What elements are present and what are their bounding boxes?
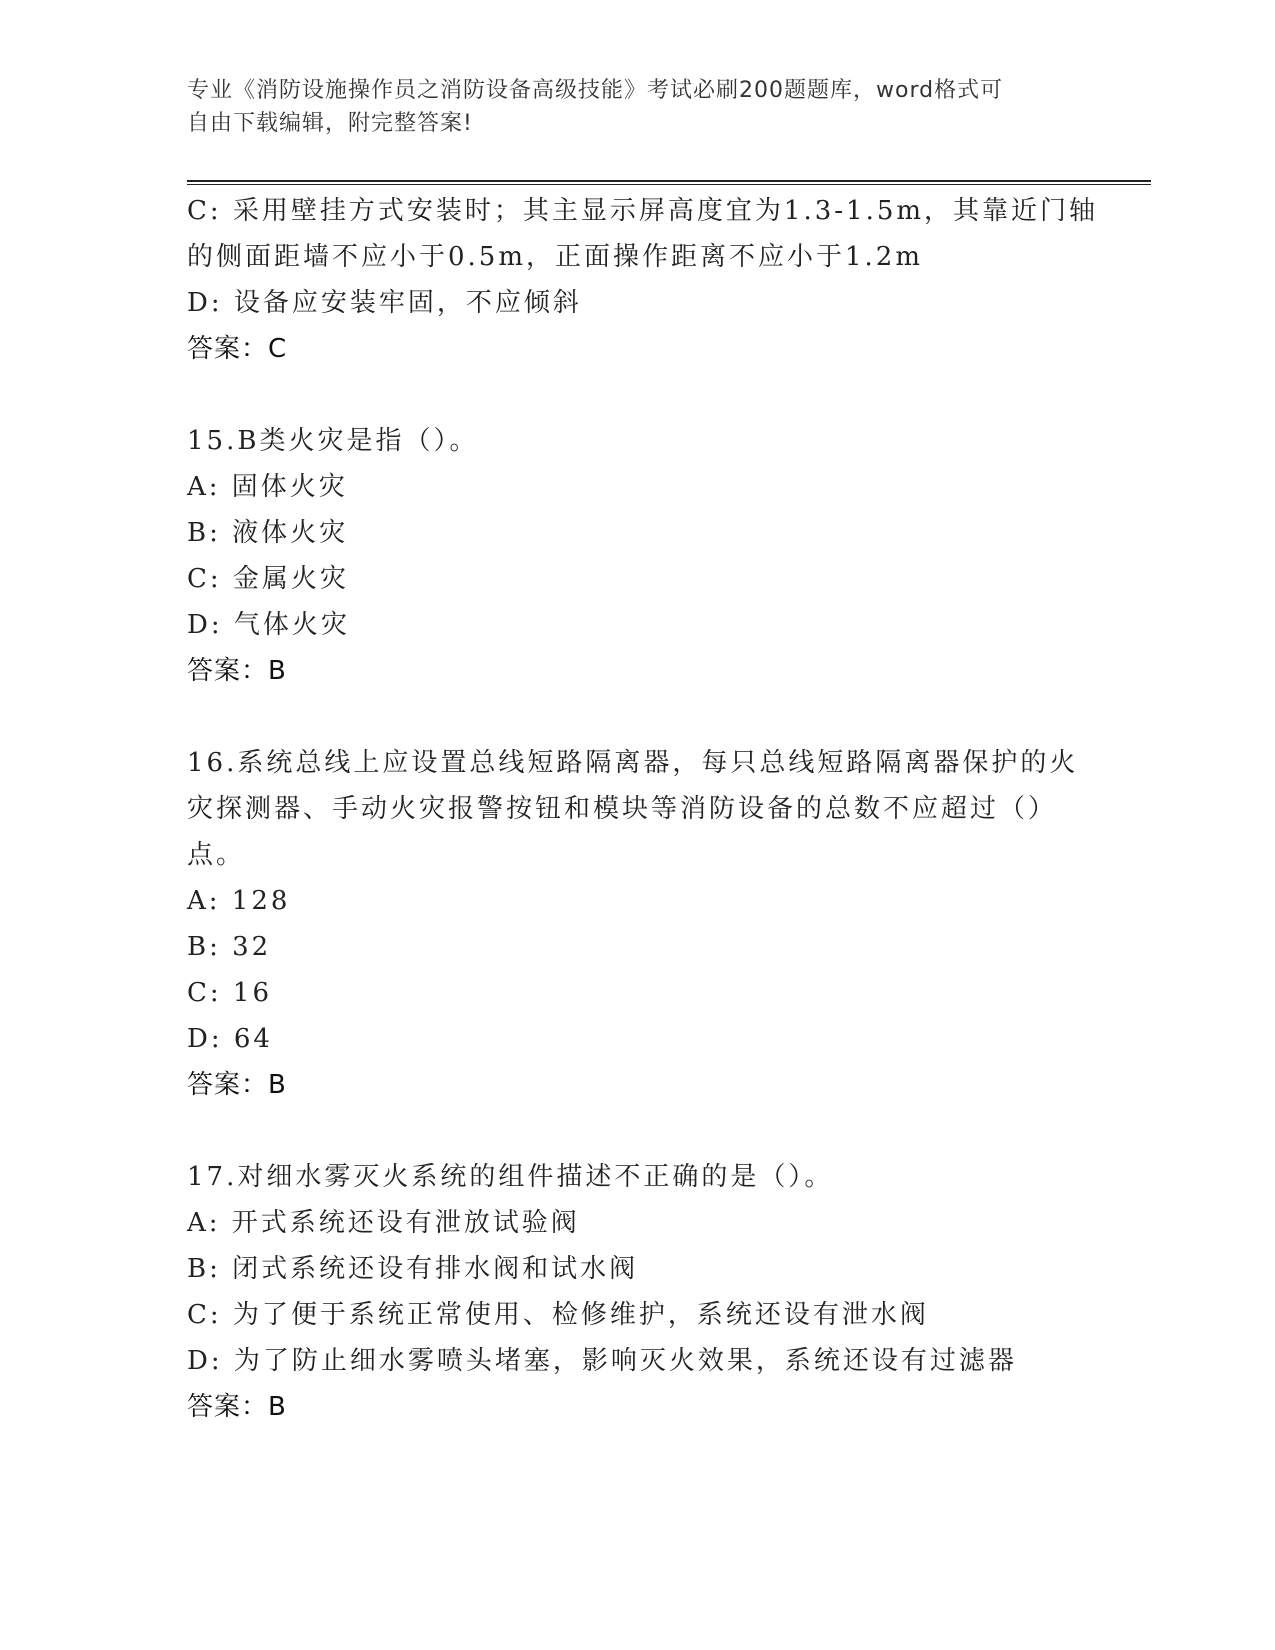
option-b: B: 32 xyxy=(187,932,272,962)
header-line-2: 自由下载编辑，附完整答案! xyxy=(187,111,473,136)
question-17 xyxy=(187,1154,1087,1430)
option-a: A: 128 xyxy=(187,886,291,916)
option-c: C: 为了便于系统正常使用、检修维护，系统还设有泄水阀 xyxy=(187,1300,929,1330)
header-rule-thick xyxy=(187,180,1151,182)
option-line: C: 采用壁挂方式安装时；其主显示屏高度宜为1.3-1.5m，其靠近门轴 xyxy=(187,196,1099,226)
question-stem: 15.B类火灾是指（）。 xyxy=(187,426,479,456)
header-rule-thin xyxy=(187,184,1151,185)
option-b: B: 闭式系统还设有排水阀和试水阀 xyxy=(187,1254,639,1284)
option-d: D: 气体火灾 xyxy=(187,610,350,640)
header-line-1: 专业《消防设施操作员之消防设备高级技能》考试必刷200题题库，word格式可 xyxy=(187,78,1004,103)
answer-line: 答案：B xyxy=(187,656,287,686)
answer-line: 答案：C xyxy=(187,334,288,364)
option-line: D: 设备应安装牢固，不应倾斜 xyxy=(187,288,582,318)
option-d: D: 64 xyxy=(187,1024,273,1054)
question-stem: 16.系统总线上应设置总线短路隔离器，每只总线短路隔离器保护的火 xyxy=(187,748,1079,778)
question-stem: 点。 xyxy=(187,840,246,870)
continued-question xyxy=(187,188,1099,372)
option-a: A: 开式系统还设有泄放试验阀 xyxy=(187,1208,580,1238)
spacer xyxy=(187,372,1087,418)
question-15 xyxy=(187,418,1087,694)
option-b: B: 液体火灾 xyxy=(187,518,349,548)
question-stem: 灾探测器、手动火灾报警按钮和模块等消防设备的总数不应超过（） xyxy=(187,794,1058,824)
question-16 xyxy=(187,740,1087,1108)
spacer xyxy=(187,694,1087,740)
answer-line: 答案：B xyxy=(187,1070,287,1100)
spacer xyxy=(187,1108,1087,1154)
option-line: 的侧面距墙不应小于0.5m，正面操作距离不应小于1.2m xyxy=(187,242,924,272)
option-c: C: 16 xyxy=(187,978,273,1008)
option-a: A: 固体火灾 xyxy=(187,472,348,502)
document-header xyxy=(187,74,1067,140)
question-content xyxy=(187,188,1099,1430)
option-c: C: 金属火灾 xyxy=(187,564,349,594)
answer-line: 答案：B xyxy=(187,1392,287,1422)
question-stem: 17.对细水雾灭火系统的组件描述不正确的是（）。 xyxy=(187,1162,834,1192)
option-d: D: 为了防止细水雾喷头堵塞，影响灭火效果，系统还设有过滤器 xyxy=(187,1346,1017,1376)
